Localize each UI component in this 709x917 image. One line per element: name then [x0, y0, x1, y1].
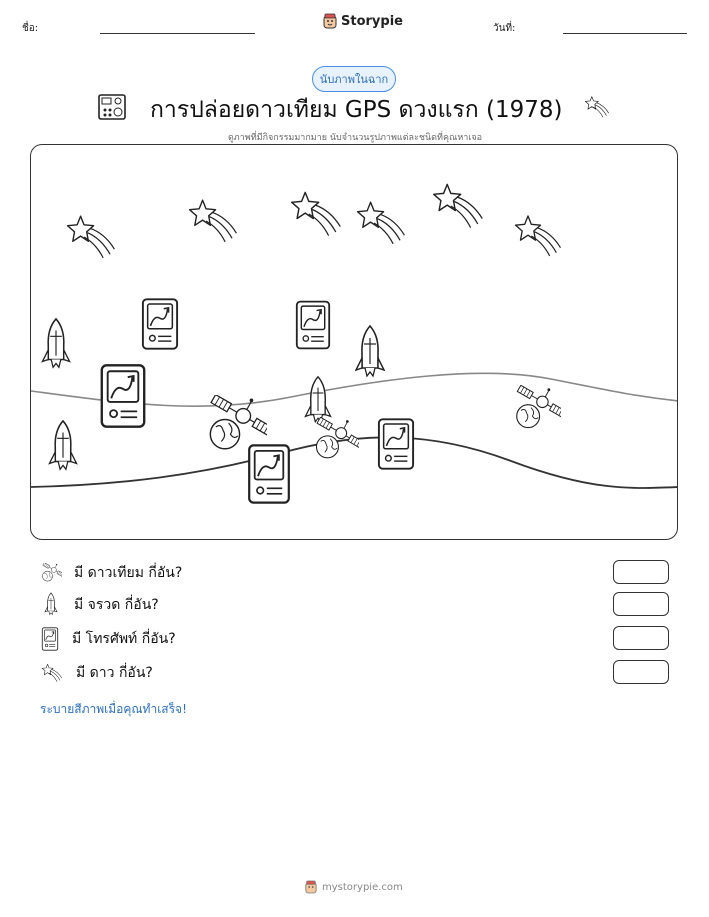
activity-badge: นับภาพในฉาก: [312, 66, 396, 92]
question-rockets: [40, 592, 670, 618]
star-2: [190, 200, 237, 242]
date-label: วันที่:: [493, 23, 516, 34]
star-3: [292, 192, 341, 235]
star-5: [434, 184, 483, 227]
star-1: [68, 216, 115, 258]
storypie-logo: [323, 13, 403, 29]
phone-4: [379, 419, 413, 468]
scene-drawing: [31, 145, 678, 540]
phone-2: [297, 302, 329, 349]
phone-icon: [40, 627, 60, 651]
answer-box-satellites[interactable]: [613, 560, 669, 584]
answer-box-phones[interactable]: [613, 626, 669, 650]
answer-box-rockets[interactable]: [613, 592, 669, 616]
satellite-1: [210, 395, 272, 449]
name-line[interactable]: [100, 33, 255, 34]
footer: [305, 880, 403, 894]
coloring-instruction: ระบายสีภาพเมื่อคุณทำเสร็จ!: [40, 702, 187, 716]
satellite-2: [316, 417, 363, 458]
date-line[interactable]: [563, 33, 687, 34]
page-subtitle: ดูภาพที่มีกิจกรรมมากมาย นับจำนวนรูปภาพแต่ละชนิดที่คุณหาเจอ: [227, 133, 483, 143]
rocket-1: [42, 319, 69, 367]
star-icon: [40, 662, 64, 684]
phone-3: [102, 365, 144, 426]
page-title: การปล่อยดาวเทียม GPS ดวงแรก (1978): [150, 97, 563, 123]
question-stars: [40, 660, 670, 686]
question-text: มี จรวด กี่อัน?: [74, 597, 159, 613]
rocket-4: [49, 421, 76, 469]
counting-scene: [30, 144, 678, 540]
satellite-3: [517, 385, 566, 427]
brand-name: Storypie: [341, 13, 403, 29]
control-panel-icon: [98, 94, 126, 120]
name-label: ชื่อ:: [22, 23, 39, 34]
question-text: มี โทรศัพท์ กี่อัน?: [72, 631, 176, 647]
question-satellites: [40, 560, 670, 586]
question-text: มี ดาว กี่อัน?: [76, 665, 153, 681]
storypie-footer-icon: [305, 880, 317, 894]
footer-url[interactable]: mystorypie.com: [322, 881, 403, 893]
phone-5: [249, 445, 289, 502]
rocket-3: [305, 377, 330, 422]
phone-1: [143, 299, 177, 348]
question-phones: [40, 626, 670, 652]
star-4: [358, 202, 405, 244]
satellite-icon: [40, 562, 62, 584]
shooting-star-icon: [582, 94, 612, 120]
answer-box-stars[interactable]: [613, 660, 669, 684]
question-text: มี ดาวเทียม กี่อัน?: [74, 565, 183, 581]
storypie-mascot-icon: [323, 13, 337, 29]
star-6: [516, 216, 561, 256]
rocket-icon: [40, 592, 62, 618]
rocket-2: [356, 326, 384, 376]
